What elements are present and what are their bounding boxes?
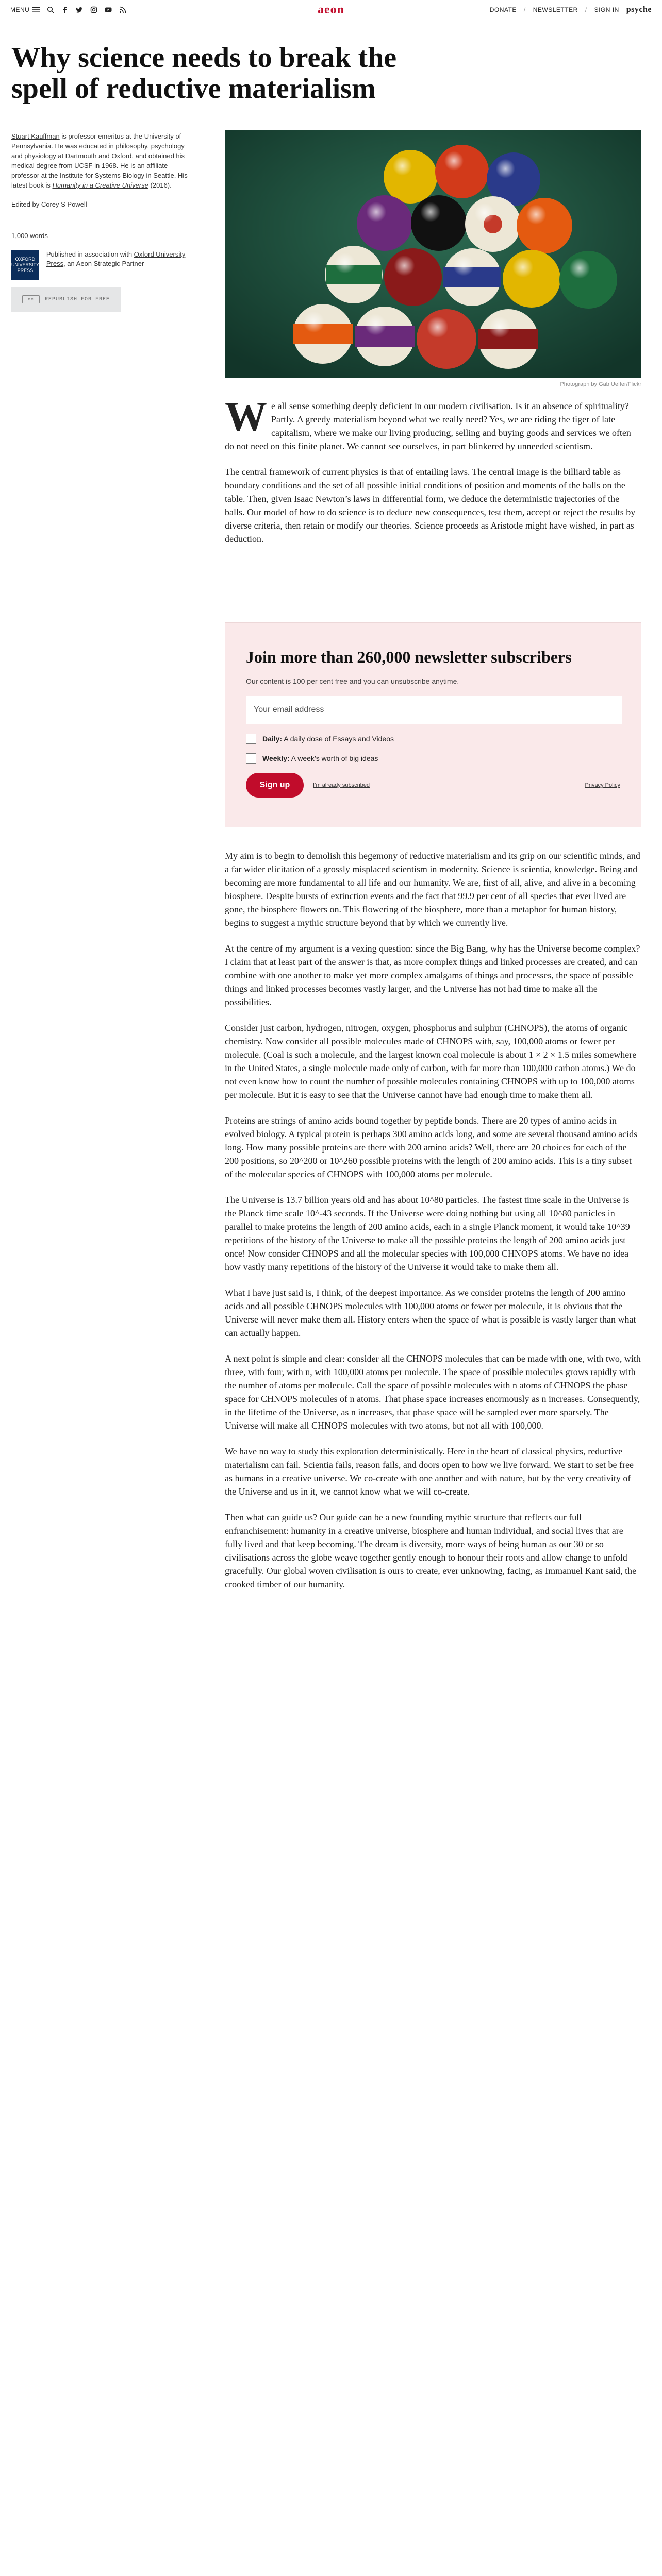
author-book-year: (2016).: [148, 181, 172, 189]
donate-link[interactable]: DONATE: [489, 6, 517, 13]
facebook-icon[interactable]: [61, 6, 69, 13]
sign-in-link[interactable]: SIGN IN: [594, 6, 619, 13]
article-body-intro: [225, 393, 641, 558]
weekly-option[interactable]: [246, 753, 620, 764]
drop-cap: W: [225, 393, 267, 440]
weekly-option-label: Weekly: A week’s worth of big ideas: [262, 754, 378, 762]
hamburger-icon: [32, 6, 40, 13]
edited-by: [11, 199, 197, 209]
partner-text: [46, 250, 197, 268]
instagram-icon[interactable]: [90, 6, 97, 13]
paragraph: A next point is simple and clear: consider all the CHNOPS molecules that can be made with one, with two, with three, with four, with n, with 100,000 atoms per molecule. The space of possible molecules grows rapidly with the number of atoms per molecule. Call the space of possible molecules with n atoms of CHNOPS the phase space for CHNOPS molecules of n atoms. That phase space increases enormously as n increases. Consequently, in the lifetime of the Universe, as n increases, that phase space will be sampled ever more sparsely. The Universe will make all CHNOPS molecules with two atoms, but not all with 100,000.: [225, 1353, 641, 1431]
paragraph: My aim is to begin to demolish this hegemony of reductive materialism and its grip on our scientific minds, and a far wider elicitation of a grossly misplaced scientism in modernity. Science is scientia, knowledge. Being and becoming are more fundamental to all life and our humanity. We are, first of all, alive, and alive in a becoming biosphere. Despite bursts of extinction events and the fact that 99.9 per cent of all species that ever lived are gone, the biosphere flowers on. This flowering of the biosphere, more than a metaphor for human history, begins to suggest a mythic structure beyond that by which we currently live.: [225, 851, 640, 928]
republish-button[interactable]: [11, 287, 121, 312]
aeon-logo[interactable]: aeon: [318, 3, 344, 16]
creative-commons-icon: cc: [22, 295, 40, 303]
paragraph: The Universe is 13.7 billion years old and has about 10^80 particles. The fastest time scale in the Universe is the Planck time scale 10^-43 seconds. If the Universe were doing nothing but using all 10^80 particles in parallel to make proteins the length of 200 amino acids, each in a single Planck moment, it would take 10^39 repetitions of the history of the Universe to make all the possible proteins the length of 200 amino acids just once! Now consider CHNOPS and all the molecular species with 100,000 CHNOPS atoms. We have no idea how vastly many repetitions of the history of the Universe it would take to make them all.: [225, 1195, 630, 1272]
newsletter-subtext: Our content is 100 per cent free and you can unsubscribe anytime.: [246, 677, 459, 685]
paragraph: The central framework of current physics is that of entailing laws. The central image is the billiard table as boundary conditions and the set of all possible initial conditions of position and moments of the balls on the table. Then, given Isaac Newton’s laws in differential form, we deduce the deterministic trajectories of the balls. Our model of how to do science is to deduce new consequences, test them, accept or reject the results by diverse criteria, then retain or modify our theories. Science proceeds as Aristotle might have wished, in part as deduction.: [225, 467, 636, 544]
newsletter-signup: [225, 622, 641, 827]
twitter-icon[interactable]: [76, 6, 83, 13]
newsletter-email-input[interactable]: Your email address: [246, 696, 622, 724]
partner-link[interactable]: Oxford University Press: [46, 250, 186, 267]
weekly-checkbox[interactable]: [246, 753, 256, 764]
daily-option-label: Daily: A daily dose of Essays and Videos: [262, 735, 394, 743]
partner-block: [11, 250, 197, 280]
republish-label: REPUBLISH FOR FREE: [44, 296, 110, 302]
menu-label: MENU: [10, 6, 30, 13]
author-bio-text: is professor emeritus at the University of Pennsylvania. He was educated in philosophy, psychology and physiology at Dartmouth and Oxford, and obtained his medical degree from UCSF in 1968. He is an affiliate professor at the Institute for Systems Biology in Seattle. His latest book is: [11, 132, 188, 189]
author-bio: [11, 131, 197, 190]
newsletter-heading: Join more than 260,000 newsletter subscribers: [246, 648, 572, 666]
paragraph: Proteins are strings of amino acids bound together by peptide bonds. There are 20 types of amino acids in evolved biology. A typical protein is perhaps 300 amino acids long, and some are several thousand amino acids long. How many possible proteins are there with 200 amino acids? Well, there are 20 choices for each of the 200 positions, so 20^200 or 10^260 possible proteins with the length of 200 amino acids. This is a tiny subset of the molecular species of CHNOPS with 100,000 atoms per molecule.: [225, 1115, 638, 1179]
menu-button[interactable]: [10, 6, 40, 13]
sign-up-button[interactable]: Sign up: [246, 773, 304, 798]
nav-separator: /: [585, 6, 587, 13]
daily-option[interactable]: [246, 734, 620, 744]
article-body-main: [225, 849, 641, 1603]
editor-link[interactable]: Corey S Powell: [41, 200, 87, 208]
article-title: Why science needs to break the spell of reductive materialism: [11, 42, 397, 105]
partner-prefix: Published in association with: [46, 250, 134, 258]
search-icon[interactable]: [47, 6, 54, 13]
psyche-logo[interactable]: psyche: [626, 5, 652, 14]
image-credit: Photograph by Gab Ueffer/Flickr: [560, 381, 641, 387]
newsletter-actions: [246, 773, 620, 798]
oup-logo[interactable]: OXFORD UNIVERSITY PRESS: [11, 250, 39, 280]
edited-prefix: Edited by: [11, 200, 41, 208]
top-navigation: [0, 0, 662, 20]
daily-checkbox[interactable]: [246, 734, 256, 744]
nav-separator: /: [523, 6, 526, 13]
newsletter-link[interactable]: NEWSLETTER: [533, 6, 578, 13]
article-sidebar: [11, 131, 197, 312]
youtube-icon[interactable]: [105, 6, 112, 13]
paragraph: At the centre of my argument is a vexing question: since the Big Bang, why has the Universe become complex? I claim that at least part of the answer is that, as more complex things and linked processes are created, and can combine with one another to make yet more complex amalgams of things and processes, the space of possible things and linked processes becomes vastly larger, and the Universe has not had time to make all the possibilities.: [225, 943, 640, 1007]
paragraph: We have no way to study this exploration deterministically. Here in the heart of classical physics, reductive materialism can fail. Scientia fails, reason fails, and doors open to how we live forward. We start to set be free as humans in a creative universe. We co-create with one another and with nature, but by the very creativity of the Universe and us in it, we cannot know what we will co-create.: [225, 1446, 634, 1497]
partner-suffix: , an Aeon Strategic Partner: [63, 260, 144, 267]
paragraph: What I have just said is, I think, of the deepest importance. As we consider proteins the length of 200 amino acids and all possible CHNOPS molecules with 100,000 atoms or fewer per molecule, it is obvious that the Universe will never make them all. History enters when the space of what is possible is vastly larger than what can actually happen.: [225, 1287, 636, 1338]
author-link[interactable]: Stuart Kauffman: [11, 132, 60, 140]
author-book-link[interactable]: Humanity in a Creative Universe: [52, 181, 148, 189]
hero-image: [225, 130, 641, 378]
paragraph: Then what can guide us? Our guide can be a new founding mythic structure that reflects our full enfranchisement: humanity in a creative universe, biosphere and human individual, and social lives that are fully lived and that keep becoming. The dream is diversity, more ways of being human as our 30 or so civilisations across the globe weave together gently enough to honour their roots and allow change to unfold gracefully. Our global woven civilisation is ours to create, ever unknowing, facing, as Immanuel Kant said, the crooked timber of our humanity.: [225, 1512, 637, 1589]
paragraph-text: e all sense something deeply deficient in our modern civilisation. Is it an absence of spirituality? Partly. A greedy materialism beyond what we really need? Yes, we are riding the tiger of late capitalism, where we make our living producing, selling and buying goods and services we often do not need on this finite planet. We cannot see ourselves, in part blinkered by unneeded scientism.: [225, 401, 631, 451]
paragraph: Consider just carbon, hydrogen, nitrogen, oxygen, phosphorus and sulphur (CHNOPS), the atoms of organic chemistry. Now consider all possible molecules made of CHNOPS with, say, 100,000 atoms or fewer per molecule. (Coal is such a molecule, and the largest known coal molecule is about 1 × 2 × 1.5 miles somewhere in the United States, a single molecule made only of carbon, with far more than 100,000 carbon atoms.) We do not even know how to count the number of possible molecules containing CHNOPS with up to 100,000 atoms per molecule. But it is easy to see that the Universe cannot have had enough time to make them all.: [225, 1023, 637, 1100]
word-count: 1,000 words: [11, 232, 48, 240]
billiard-balls-illustration: [225, 130, 641, 378]
already-subscribed-link[interactable]: I’m already subscribed: [313, 782, 370, 788]
paragraph: [225, 393, 641, 453]
rss-icon[interactable]: [119, 6, 126, 13]
privacy-policy-link[interactable]: Privacy Policy: [585, 782, 620, 788]
